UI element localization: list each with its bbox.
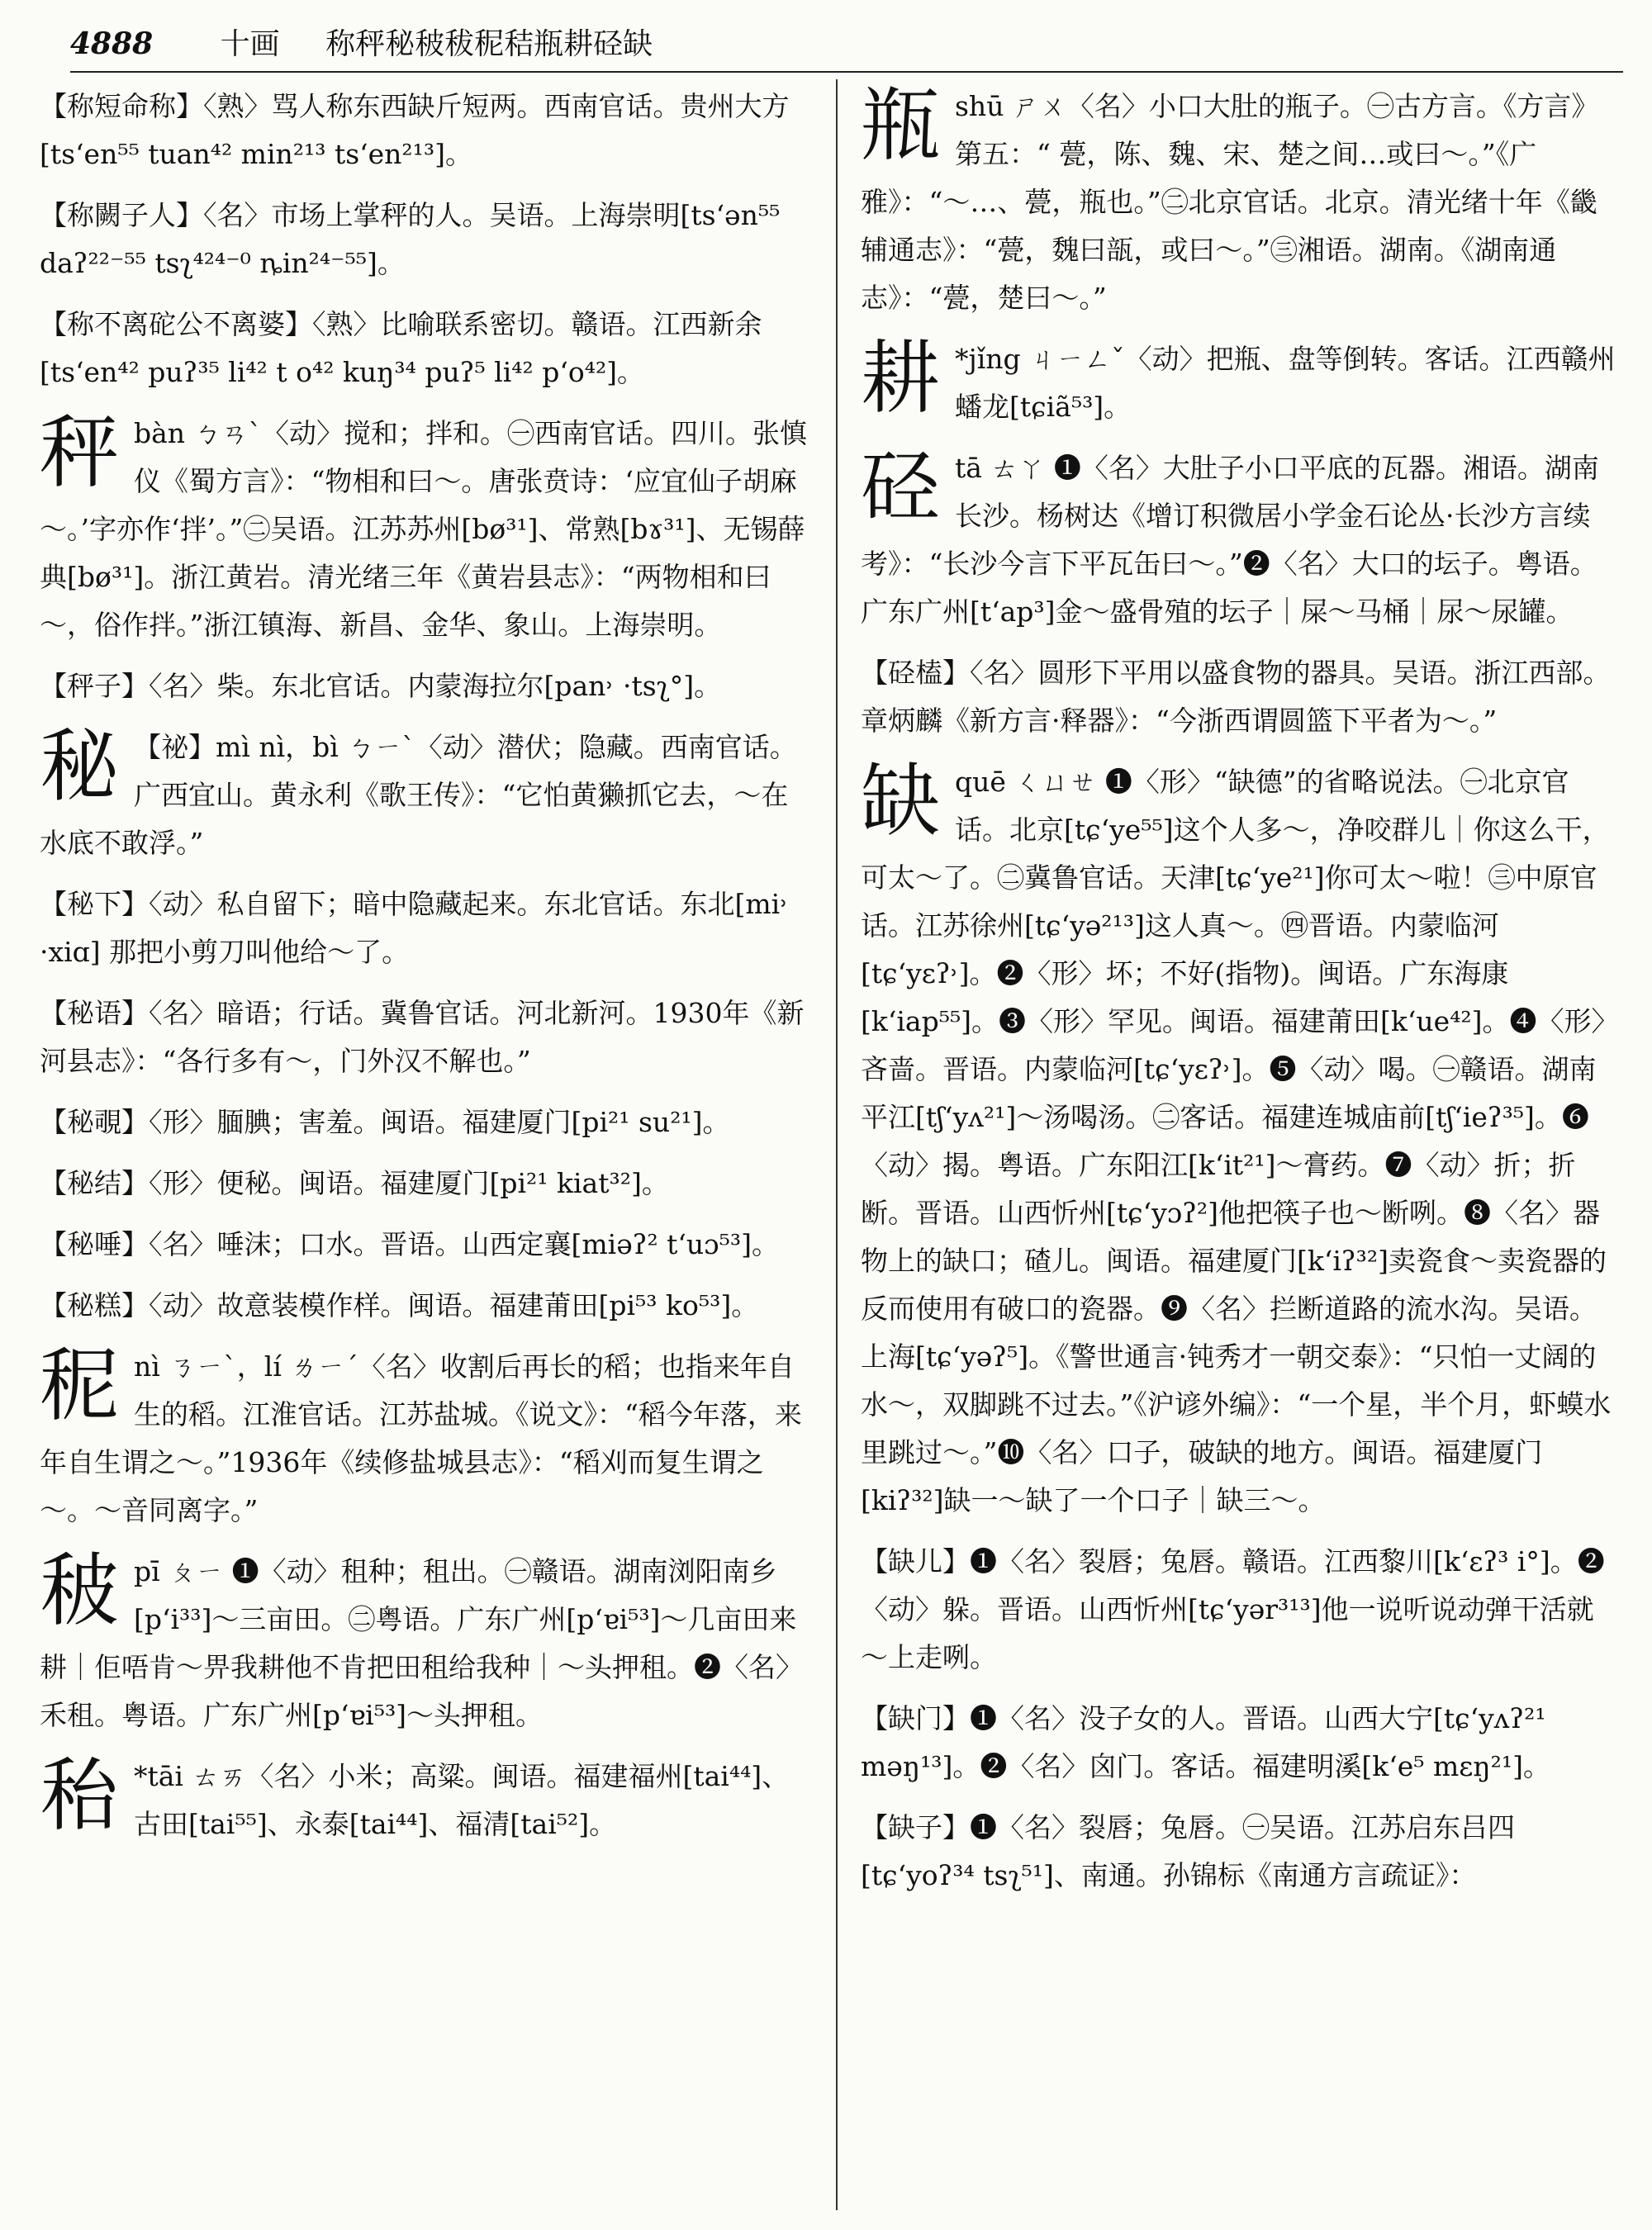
character-entry	[861, 441, 1616, 636]
entry-text: 【缺儿】❶〈名〉裂唇；兔唇。赣语。江西黎川[k‘ɛʔ³ i°]。❷〈动〉躲。晋语。山西忻州[tɕ‘yər³¹³]他一说听说动弹干活就～上走咧。	[861, 1545, 1605, 1673]
entry-text: 【称短命称】〈熟〉骂人称东西缺斤短两。西南官话。贵州大方[ts‘en⁵⁵ tuan⁴² min²¹³ ts‘en²¹³]。	[40, 90, 790, 170]
character-entry	[40, 406, 812, 649]
headword-character: 硁	[861, 441, 940, 534]
entry-text: 【缺门】❶〈名〉没子女的人。晋语。山西大宁[tɕ‘yʌʔ²¹ məŋ¹³]。❷〈名〉囟门。客话。福建明溪[k‘e⁵ mɛŋ²¹]。	[861, 1702, 1550, 1782]
headword-character: 秛	[40, 1544, 119, 1637]
word-entry	[40, 880, 812, 976]
entry-text: nì ㄋㄧˋ，lí ㄌㄧˊ〈名〉收割后再长的稻；也指来年自生的稻。江淮官话。江苏盐城。《说文》：“稻今年落，来年自生谓之～。”1936年《续修盐城县志》：“稻刈而复生谓之～。～音同离字。”	[40, 1350, 802, 1526]
word-entry	[40, 1221, 812, 1269]
column-divider	[836, 79, 838, 2210]
character-entry	[861, 79, 1616, 322]
headword-character: 秮	[40, 1749, 119, 1842]
word-entry	[40, 1282, 812, 1330]
running-header	[70, 18, 1623, 69]
word-entry	[861, 649, 1616, 745]
character-entry	[40, 1340, 812, 1535]
entry-text: 【秘下】〈动〉私自留下；暗中隐藏起来。东北官话。东北[mi˒ ·xiɑ] 那把小剪刀叫他给～了。	[40, 888, 789, 968]
entry-text: 【称不离砣公不离婆】〈熟〉比喻联系密切。赣语。江西新余[ts‘en⁴² puʔ³⁵ li⁴² t o⁴² kuŋ³⁴ puʔ⁵ li⁴² p‘o⁴²]。	[40, 308, 762, 388]
headword-character: 秤	[40, 406, 119, 499]
entry-text: 【秘语】〈名〉暗语；行话。冀鲁官话。河北新河。1930年《新河县志》：“各行多有～，门外汉不解也。”	[40, 997, 805, 1077]
word-entry	[40, 83, 812, 178]
word-entry	[40, 1160, 812, 1208]
left-column	[40, 83, 812, 1862]
entry-text: 【硁榼】〈名〉圆形下平用以盛食物的器具。吴语。浙江西部。章炳麟《新方言·释器》：“今浙西谓圆篮下平者为～。”	[861, 657, 1611, 737]
entry-text: *tāi ㄊㄞ〈名〉小米；高粱。闽语。福建福州[tai⁴⁴]、古田[tai⁵⁵]、永泰[tai⁴⁴]、福清[tai⁵²]。	[134, 1760, 790, 1840]
word-entry	[861, 1538, 1616, 1682]
header-rule	[70, 71, 1623, 73]
character-entry	[861, 755, 1616, 1525]
right-column	[861, 79, 1616, 1913]
headword-character: 缺	[861, 755, 940, 847]
character-entry	[40, 720, 812, 867]
headword-character: 耕	[861, 332, 940, 425]
word-entry	[40, 301, 812, 396]
word-entry	[861, 1804, 1616, 1900]
entry-text: 【秘唾】〈名〉唾沫；口水。晋语。山西定襄[miəʔ² t‘uɔ⁵³]。	[40, 1228, 779, 1260]
entry-text: quē ㄑㄩㄝ ❶〈形〉“缺德”的省略说法。㊀北京官话。北京[tɕ‘ye⁵⁵]这个人多～，净咬群儿｜你这么干，可太～了。㊁冀鲁官话。天津[tɕ‘ye²¹]你可太～啦！㊂中原官话。江苏徐州[tɕ‘yə²¹³]这人真～。㊃晋语。内蒙临河[tɕ‘yɛʔ˒]。❷〈形〉坏；不好(指物)。闽语。广东海康[k‘iap⁵⁵]。❸〈形〉罕见。闽语。福建莆田[k‘ue⁴²]。❹〈形〉吝啬。晋语。内蒙临河[tɕ‘yɛʔ˒]。❺〈动〉喝。㊀赣语。湖南平江[tʃ‘yʌ²¹]～汤喝汤。㊁客话。福建连城庙前[tʃ‘ieʔ³⁵]。❻〈动〉揭。粤语。广东阳江[k‘it²¹]～膏药。❼〈动〉折；折断。晋语。山西忻州[tɕ‘yɔʔ²]他把筷子也～断咧。❽〈名〉器物上的缺口；碴儿。闽语。福建厦门[k‘iʔ³²]卖瓷食～卖瓷器的反而使用有破口的瓷器。❾〈名〉拦断道路的流水沟。吴语。上海[tɕ‘yəʔ⁵]。《警世通言·钝秀才一朝交泰》：“只怕一丈阔的水～，双脚跳不过去。”《沪谚外编》：“一个星，半个月，虾蟆水里跳过～。”❿〈名〉口子，破缺的地方。闽语。福建厦门[kiʔ³²]缺一～缺了一个口子｜缺三～。	[861, 766, 1612, 1516]
page-number: 4888	[70, 26, 154, 61]
headword-character: 秜	[40, 1340, 119, 1432]
word-entry	[40, 192, 812, 287]
entry-text: shū ㄕㄨ〈名〉小口大肚的瓶子。㊀古方言。《方言》第五：“ 甍，陈、魏、宋、楚之间…或曰～。”《广雅》：“～…、甍，瓶也。”㊁北京官话。北京。清光绪十年《畿辅通志》：“甍，魏曰瓿，或曰～。”㊂湘语。湖南。《湖南通志》：“甍，楚曰～。”	[861, 90, 1599, 314]
headword-character: 秘	[40, 720, 119, 813]
entry-text: 【秘结】〈形〉便秘。闽语。福建厦门[pi²¹ kiat³²]。	[40, 1167, 669, 1199]
entry-text: 【祕】mì nì，bì ㄅㄧˋ〈动〉潜伏；隐藏。西南官话。广西宜山。黄永利《歌王传》：“它怕黄獭抓它去，～在水底不敢浮。”	[40, 731, 797, 859]
section-label: 十画	[220, 27, 280, 61]
word-entry	[40, 662, 812, 710]
character-entry	[40, 1544, 812, 1739]
entry-text: pī ㄆㄧ ❶〈动〉租种；租出。㊀赣语。湖南浏阳南乡[p‘i³³]～三亩田。㊁粤语。广东广州[p‘ɐi⁵³]～几亩田来耕｜佢唔肯～畀我耕他不肯把田租给我种｜～头押租。❷〈名〉禾租。粤语。广东广州[p‘ɐi⁵³]～头押租。	[40, 1555, 803, 1731]
word-entry	[40, 989, 812, 1085]
entry-text: 【秘覗】〈形〉腼腆；害羞。闽语。福建厦门[pi²¹ su²¹]。	[40, 1106, 730, 1138]
entry-text: 【秘糕】〈动〉故意装模作样。闽语。福建莆田[pi⁵³ ko⁵³]。	[40, 1289, 759, 1321]
word-entry	[861, 1695, 1616, 1791]
header-characters: 称秤秘秛秡秜秸瓶耕硁缺	[325, 27, 653, 61]
entry-text: *jǐng ㄐㄧㄥˇ〈动〉把瓶、盘等倒转。客话。江西赣州蟠龙[tɕiã⁵³]。	[955, 343, 1616, 423]
entry-text: 【称闕子人】〈名〉市场上掌秤的人。吴语。上海崇明[ts‘ən⁵⁵ daʔ²²⁻⁵⁵ tsʅ⁴²⁴⁻⁰ ȵin²⁴⁻⁵⁵]。	[40, 199, 781, 279]
character-entry	[861, 332, 1616, 431]
entry-text: 【缺子】❶〈名〉裂唇；兔唇。㊀吴语。江苏启东吕四[tɕ‘yoʔ³⁴ tsʅ⁵¹]、南通。孙锦标《南通方言疏证》：	[861, 1811, 1515, 1891]
entry-text: bàn ㄅㄢˋ〈动〉搅和；拌和。㊀西南官话。四川。张慎仪《蜀方言》：“物相和曰～。唐张贲诗：‘应宜仙子胡麻～。’字亦作‘拌’。”㊁吴语。江苏苏州[bø³¹]、常熟[bɤ³¹]、无锡薛典[bø³¹]。浙江黄岩。清光绪三年《黄岩县志》：“两物相和曰～，俗作拌。”浙江镇海、新昌、金华、象山。上海崇明。	[40, 417, 808, 641]
character-entry	[40, 1749, 812, 1848]
headword-character: 瓶	[861, 79, 940, 172]
word-entry	[40, 1098, 812, 1146]
entry-text: 【秤子】〈名〉柴。东北官话。内蒙海拉尔[pan˒ ·tsʅ°]。	[40, 670, 722, 702]
entry-text: tā ㄊㄚ ❶〈名〉大肚子小口平底的瓦器。湘语。湖南长沙。杨树达《增订积微居小学金石论丛·长沙方言续考》：“长沙今言下平瓦缶曰～。”❷〈名〉大口的坛子。粤语。广东广州[t‘ap³]金～盛骨殖的坛子｜屎～马桶｜尿～尿罐。	[861, 452, 1599, 628]
